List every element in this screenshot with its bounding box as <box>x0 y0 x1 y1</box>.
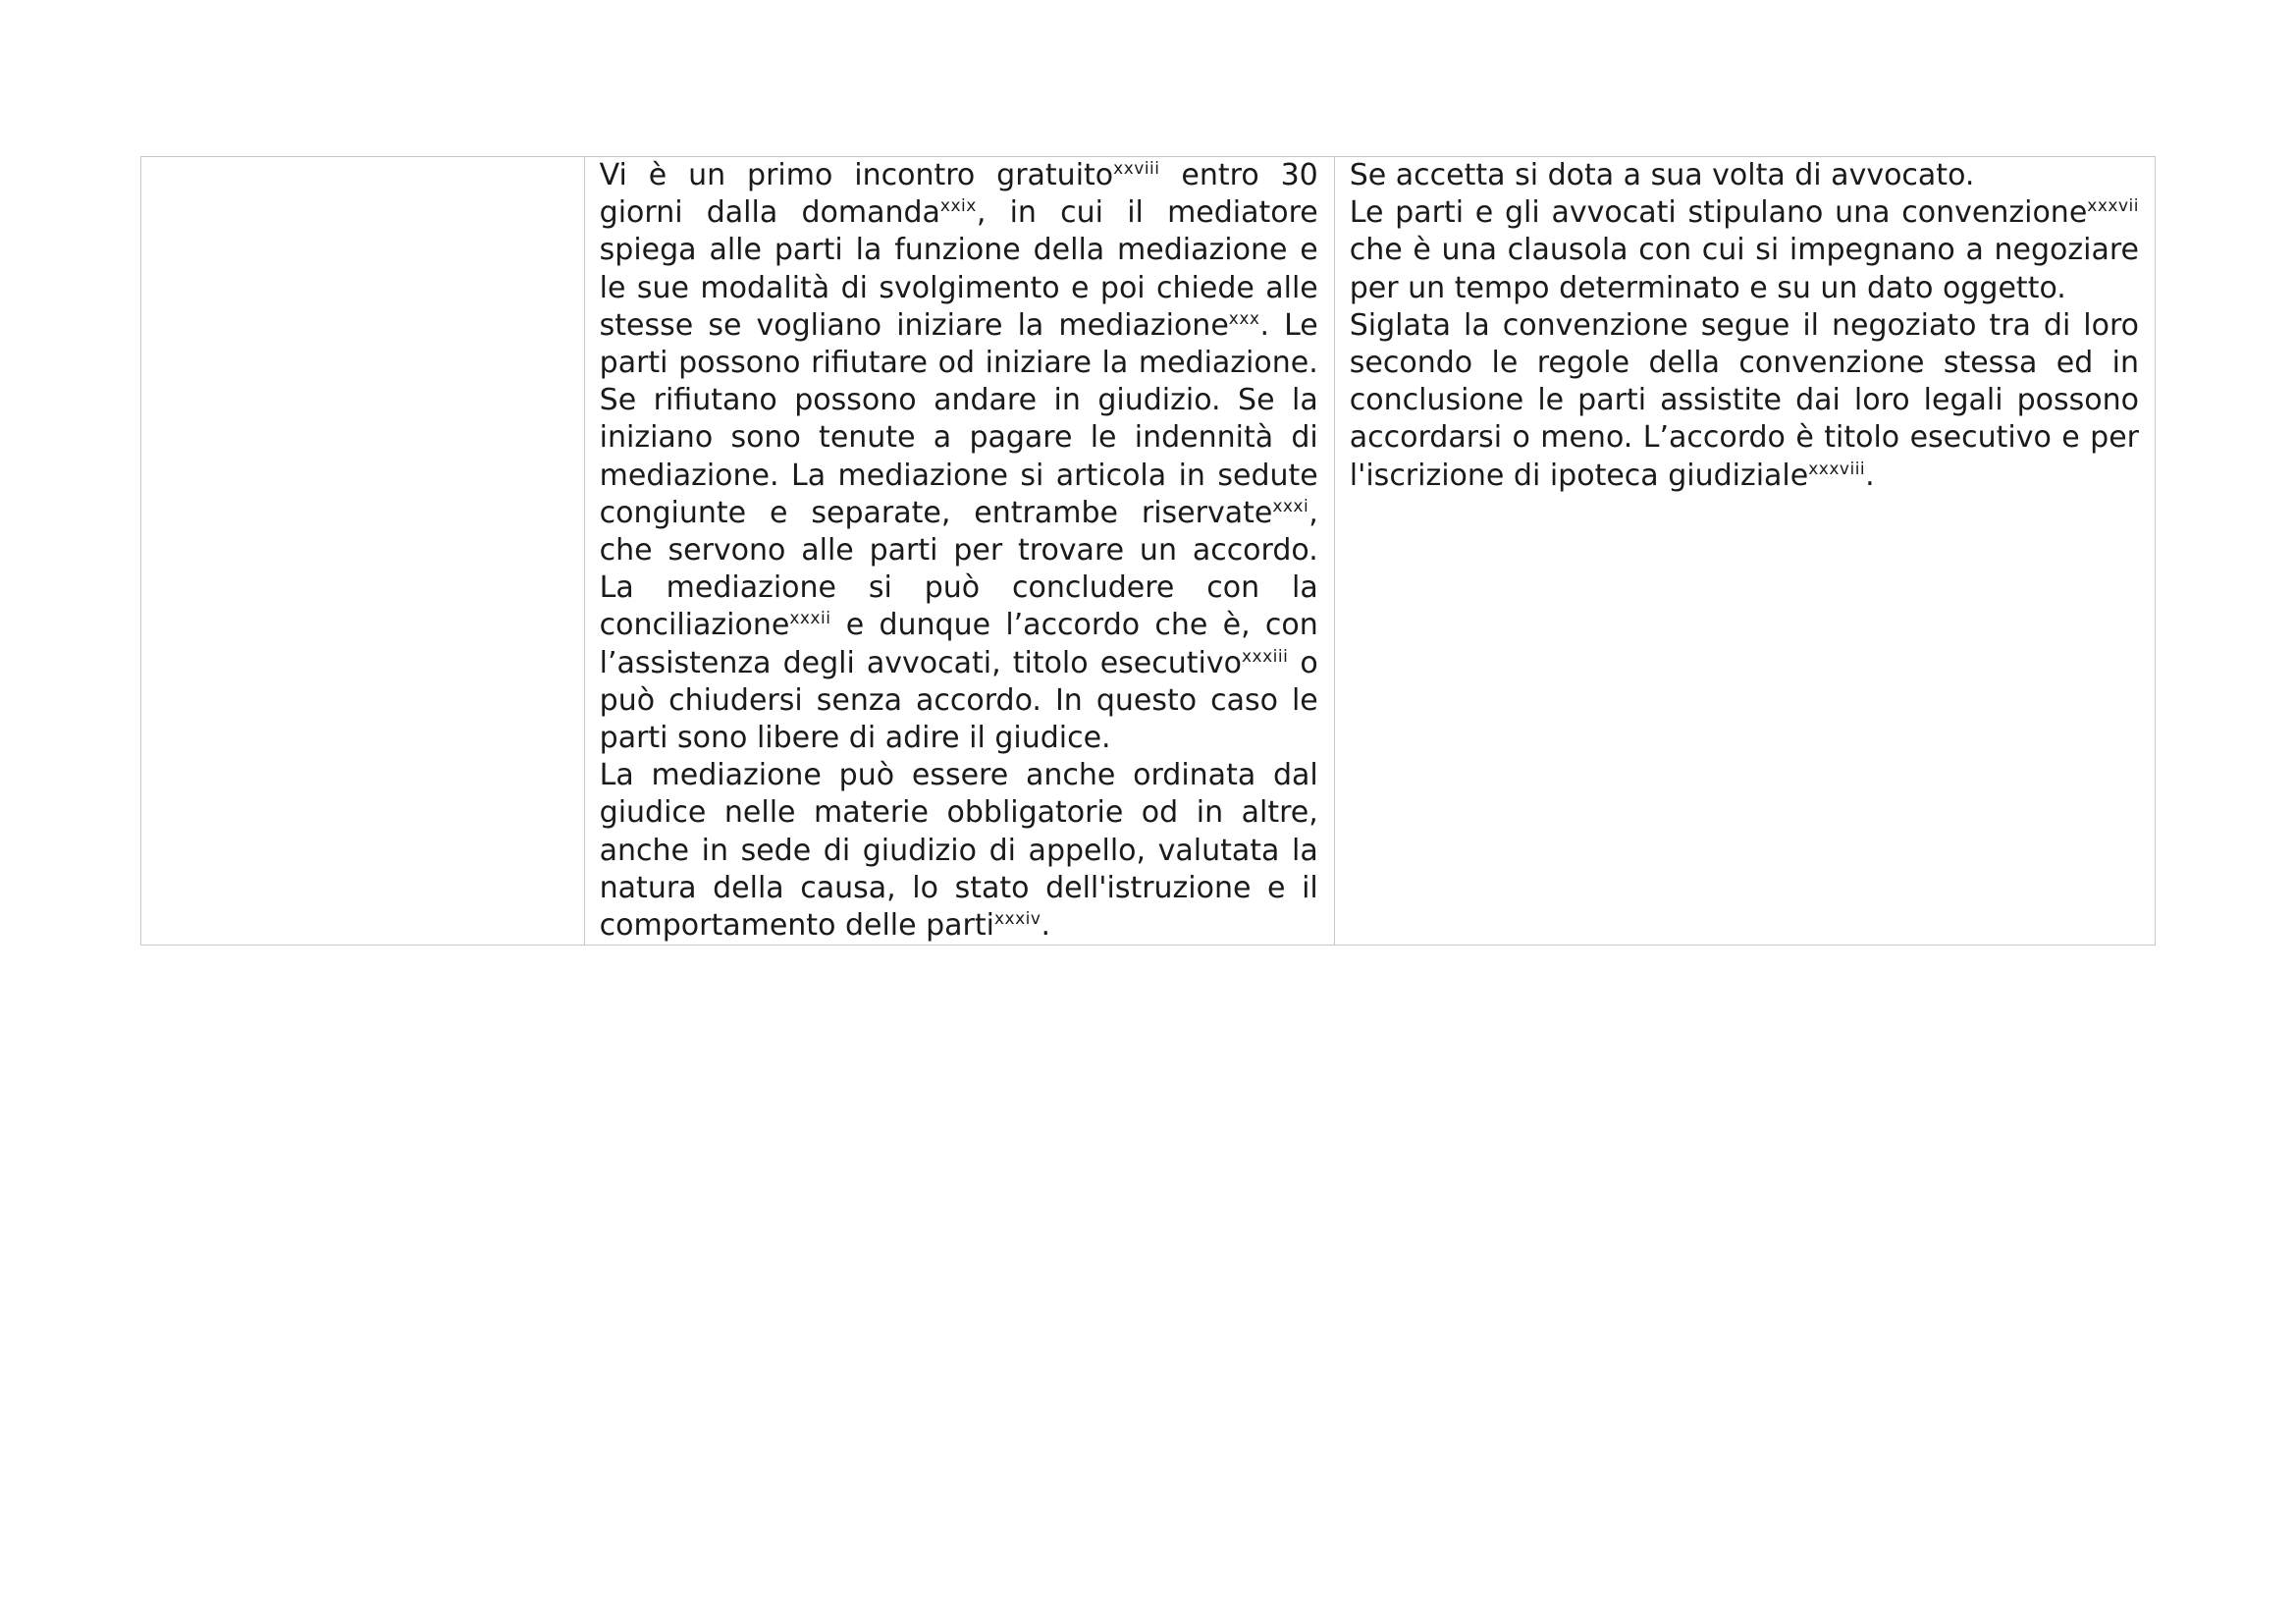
negotiation-text <box>1350 157 2139 495</box>
text-run: . <box>1041 908 1050 944</box>
paragraph <box>1350 194 2139 307</box>
text-run: Vi è un primo incontro gratuito <box>599 158 1114 192</box>
footnote-marker: xxx <box>1228 308 1260 329</box>
footnote-marker: xxxvii <box>2087 196 2139 217</box>
paragraph <box>600 157 1318 757</box>
table-cell-mediation <box>584 157 1334 946</box>
text-run: . Le parti possono rifiutare od iniziare la mediazione. Se rifiutano possono andare in giudizio. Se la iniziano sono tenute a pagare le indennità di mediazione. La mediazione si articola in sedute congiunte e separate, entrambe riservate <box>599 307 1318 530</box>
mediation-text <box>600 157 1318 945</box>
text-run: Se accetta si dota a sua volta di avvocato. <box>1349 158 1975 192</box>
footnote-marker: xxix <box>939 196 977 217</box>
footnote-marker: xxxiii <box>1241 646 1289 667</box>
text-run: Le parti e gli avvocati stipulano una convenzione <box>1349 195 2088 231</box>
text-run: Siglata la convenzione segue il negoziato tra di loro secondo le regole della convenzione stessa ed in conclusione le parti assistite dai loro legali possono accordarsi o meno. L’accordo è titolo esecutivo e per l'iscrizione di ipoteca giudiziale <box>1349 307 2139 493</box>
footnote-marker: xxviii <box>1113 159 1160 179</box>
text-run: o può chiudersi senza accordo. In questo caso le parti sono libere di adire il giudice. <box>599 645 1318 756</box>
table-cell-negotiation <box>1334 157 2155 946</box>
table-row <box>141 157 2156 946</box>
text-run: . <box>1865 458 1875 493</box>
text-run: entro 30 giorni dalla domanda <box>599 158 1318 231</box>
text-run: , in cui il mediatore spiega alle parti la funzione della mediazione e le sue modalità di svolgimento e poi chiede alle stesse se vogliano iniziare la mediazione <box>599 195 1318 343</box>
footnote-marker: xxxiv <box>993 909 1041 930</box>
paragraph <box>1350 157 2139 194</box>
paragraph <box>600 757 1318 945</box>
paragraph <box>1350 307 2139 495</box>
text-run: e dunque l’accordo che è, con l’assistenza degli avvocati, titolo esecutivo <box>599 608 1318 680</box>
text-run: che è una clausola con cui si impegnano a negoziare per un tempo determinato e su un dato oggetto. <box>1349 233 2139 305</box>
footnote-marker: xxxi <box>1272 496 1309 516</box>
footnote-marker: xxxviii <box>1808 459 1866 479</box>
comparison-table <box>140 156 2156 946</box>
footnote-marker: xxxii <box>789 609 831 629</box>
text-run: La mediazione può essere anche ordinata dal giudice nelle materie obbligatorie od in altre, anche in sede di giudizio di appello, valutata la natura della causa, lo stato dell'istruzione e il comportamento delle parti <box>599 758 1318 944</box>
table-cell-empty <box>141 157 585 946</box>
text-run: , che servono alle parti per trovare un accordo. La mediazione si può concludere con la conciliazione <box>599 495 1318 643</box>
